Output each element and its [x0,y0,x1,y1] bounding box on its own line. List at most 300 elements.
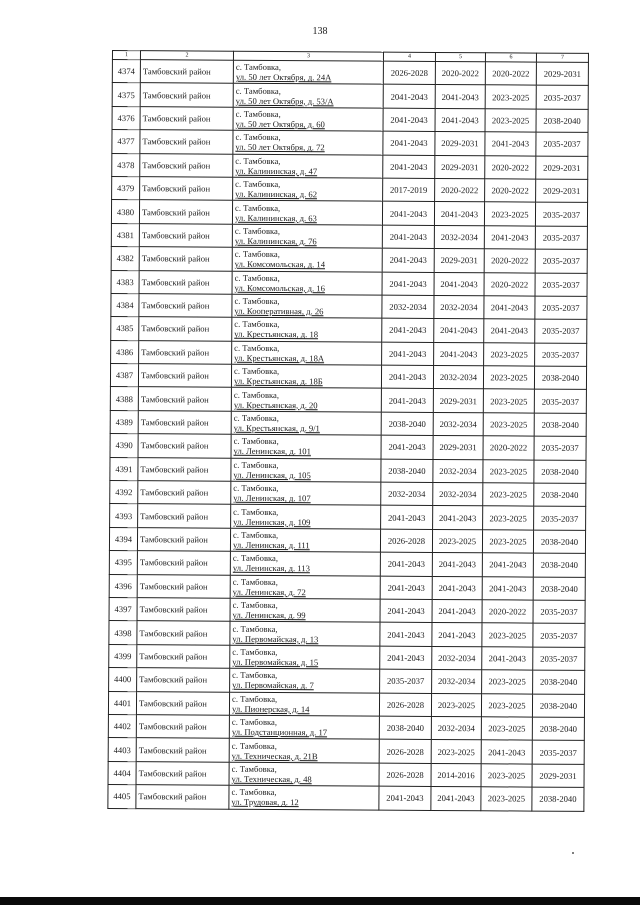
address-locality: с. Тамбовка, [235,202,281,213]
table-row [112,60,588,86]
row-number-cell: 4381 [111,223,139,247]
period-cell-col4: 2041-2043 [382,272,434,296]
table-row [109,551,585,577]
period-cell-col5: 2041-2043 [432,576,482,600]
address-locality: с. Тамбовка, [235,132,281,143]
address-street: ул. Трудовая, д. 12 [231,797,299,808]
period-cell-col6: 2020-2022 [485,155,536,179]
period-cell-col6: 2020-2022 [485,179,536,203]
address-cell [233,177,383,201]
table-row [109,574,585,600]
address-cell [231,481,381,505]
period-cell-col6: 2041-2043 [482,647,533,671]
period-cell-col6: 2041-2043 [482,553,533,577]
period-cell-col5: 2032-2034 [433,459,483,483]
period-cell-col4: 2041-2043 [382,248,434,272]
address-cell [230,645,380,669]
period-cell-col7: 2038-2040 [533,670,585,694]
row-number-cell: 4401 [108,691,136,715]
district-cell: Тамбовский район [136,715,229,739]
period-cell-col7: 2035-2037 [535,273,587,297]
row-number-cell: 4399 [109,644,137,668]
district-cell: Тамбовский район [137,621,230,645]
address-locality: с. Тамбовка, [231,716,278,728]
period-cell-col6: 2020-2022 [483,436,534,460]
row-number-cell: 4397 [109,597,137,621]
address-street: ул. Крестьянская, д. 18 [234,329,319,340]
table-row [108,714,584,740]
row-number-cell: 4395 [109,551,137,575]
district-cell: Тамбовский район [138,481,231,505]
address-locality: с. Тамбовка, [232,623,278,634]
period-cell-col7: 2038-2040 [533,553,585,577]
table-row [111,247,587,273]
address-cell [230,668,380,692]
column-header: 2 [140,51,233,61]
district-cell: Тамбовский район [139,247,232,271]
table-row [109,527,585,553]
address-cell [230,598,380,622]
district-cell: Тамбовский район [136,785,229,809]
table-row [108,761,584,787]
table-row [108,785,584,811]
address-cell [230,622,380,646]
housing-register-table [107,50,589,811]
table-row [109,668,585,694]
scan-speck [572,852,574,854]
address-cell [232,341,382,365]
address-cell [232,294,382,318]
period-cell-col6: 2041-2043 [481,740,532,764]
period-cell-col7: 2035-2037 [535,226,587,250]
table-row [112,106,588,132]
period-cell-col6: 2023-2025 [481,717,532,741]
address-locality: с. Тамбовка, [235,61,282,73]
period-cell-col4: 2041-2043 [380,646,432,670]
address-street: ул. Калининская, д. 62 [235,188,318,200]
period-cell-col7: 2038-2040 [534,460,586,484]
address-cell [232,247,382,271]
period-cell-col6: 2023-2025 [481,763,532,787]
address-cell [230,575,380,599]
address-street: ул. Калининская, д. 63 [234,212,317,223]
address-street: ул. Подстанционная, д. 17 [231,726,328,738]
table-row [109,644,585,670]
period-cell-col6: 2023-2025 [484,202,535,226]
period-cell-col4: 2041-2043 [380,599,432,623]
address-cell [232,318,382,342]
period-cell-col5: 2020-2022 [435,178,485,202]
address-street: ул. Ленинская, д. 113 [232,563,310,574]
period-cell-col4: 2041-2043 [383,108,435,132]
period-cell-col4: 2041-2043 [383,131,435,155]
address-locality: с. Тамбовка, [233,506,279,517]
address-locality: с. Тамбовка, [233,412,279,424]
period-cell-col6: 2023-2025 [481,787,532,811]
district-cell: Тамбовский район [139,270,232,294]
district-cell: Тамбовский район [137,644,230,668]
row-number-cell: 4374 [112,60,140,84]
period-cell-col4: 2041-2043 [383,155,435,179]
row-number-cell: 4378 [112,153,140,177]
address-cell [232,224,382,248]
address-locality: с. Тамбовка, [232,693,278,704]
period-cell-col5: 2032-2034 [432,670,482,694]
period-cell-col4: 2041-2043 [381,506,433,530]
period-cell-col6: 2020-2022 [484,249,535,273]
period-cell-col7: 2029-2031 [536,62,588,86]
table-row [110,387,586,413]
address-cell [231,411,381,435]
district-cell: Тамбовский район [137,598,230,622]
row-number-cell: 4391 [110,457,138,481]
address-cell [232,271,382,295]
period-cell-col7: 2029-2031 [536,156,588,180]
district-cell: Тамбовский район [138,387,231,411]
district-cell: Тамбовский район [140,106,233,130]
period-cell-col7: 2038-2040 [534,413,586,437]
address-cell [231,364,381,388]
table-row [109,597,585,623]
address-street: ул. Крестьянская, д. 18А [234,352,325,364]
address-street: ул. Ленинская, д. 105 [233,469,311,481]
address-street: ул. Крестьянская, д. 18Б [233,376,323,387]
address-cell [229,762,379,786]
period-cell-col4: 2026-2028 [379,763,431,787]
period-cell-col6: 2020-2022 [485,62,536,86]
table-row [110,410,586,436]
district-cell: Тамбовский район [136,738,229,762]
period-cell-col7: 2035-2037 [535,202,587,226]
period-cell-col4: 2017-2019 [383,178,435,202]
address-locality: с. Тамбовка, [234,225,281,236]
address-street: ул. Калининская, д. 47 [235,165,318,177]
table-row [112,130,588,156]
period-cell-col4: 2041-2043 [380,576,432,600]
row-number-cell: 4387 [110,364,138,388]
table-row [110,481,586,507]
period-cell-col5: 2032-2034 [433,412,483,436]
period-cell-col6: 2023-2025 [484,342,535,366]
address-locality: с. Тамбовка, [233,529,279,541]
period-cell-col7: 2029-2031 [532,764,584,788]
district-cell: Тамбовский район [139,317,232,341]
period-cell-col4: 2026-2028 [379,739,431,763]
period-cell-col5: 2041-2043 [435,85,485,109]
row-number-cell: 4380 [111,200,139,224]
period-cell-col5: 2023-2025 [432,529,482,553]
row-number-cell: 4375 [112,83,140,107]
address-street: ул. Первомайская, д. 15 [232,656,319,668]
period-cell-col7: 2035-2037 [535,296,587,320]
period-cell-col5: 2029-2031 [435,155,485,179]
table-row [111,200,587,226]
address-cell [233,154,383,178]
period-cell-col6: 2023-2025 [483,459,534,483]
period-cell-col4: 2032-2034 [382,295,434,319]
period-cell-col4: 2041-2043 [382,201,434,225]
column-header: 1 [112,51,140,60]
district-cell: Тамбовский район [140,153,233,177]
period-cell-col6: 2041-2043 [484,319,535,343]
period-cell-col7: 2035-2037 [536,132,588,156]
address-locality: с. Тамбовка, [234,319,280,330]
period-cell-col7: 2035-2037 [535,343,587,367]
address-cell [229,692,379,716]
address-street: ул. Первомайская, д. 13 [232,633,319,644]
district-cell: Тамбовский район [140,177,233,201]
column-header: 7 [536,53,588,62]
column-header: 5 [435,52,485,61]
address-street: ул. Ленинская, д. 107 [233,492,311,504]
period-cell-col6: 2023-2025 [482,670,533,694]
address-cell [230,551,380,575]
period-cell-col5: 2041-2043 [435,108,485,132]
period-cell-col4: 2041-2043 [382,318,434,342]
row-number-cell: 4393 [110,504,138,528]
row-number-cell: 4390 [110,434,138,458]
period-cell-col6: 2041-2043 [482,576,533,600]
period-cell-col7: 2038-2040 [534,483,586,507]
period-cell-col7: 2029-2031 [536,179,588,203]
address-street: ул. Ленинская, д. 99 [232,609,306,621]
district-cell: Тамбовский район [137,668,230,692]
row-number-cell: 4386 [111,340,139,364]
district-cell: Тамбовский район [136,761,229,785]
address-locality: с. Тамбовка, [232,553,279,564]
period-cell-col5: 2029-2031 [435,132,485,156]
period-cell-col7: 2038-2040 [534,366,586,390]
table-row [112,83,588,109]
address-street: ул. Ленинская, д. 109 [233,516,311,527]
period-cell-col4: 2038-2040 [381,459,433,483]
row-number-cell: 4394 [109,527,137,551]
period-cell-col5: 2023-2025 [431,693,481,717]
period-cell-col5: 2032-2034 [432,646,482,670]
address-locality: с. Тамбовка, [231,740,277,751]
address-cell [232,201,382,225]
address-street: ул. 50 лет Октября, д. 24А [235,71,332,83]
period-cell-col4: 2038-2040 [381,412,433,436]
address-street: ул. Ленинская, д. 101 [233,446,311,457]
period-cell-col6: 2023-2025 [483,389,534,413]
address-street: ул. Первомайская, д. 7 [232,680,314,691]
row-number-cell: 4392 [110,481,138,505]
period-cell-col6: 2041-2043 [484,226,535,250]
period-cell-col7: 2035-2037 [534,507,586,531]
scan-edge-bar [0,897,640,905]
period-cell-col5: 2041-2043 [431,787,481,811]
period-cell-col4: 2026-2028 [379,693,431,717]
address-locality: с. Тамбовка, [235,155,281,166]
period-cell-col7: 2035-2037 [534,436,586,460]
address-street: ул. Ленинская, д. 72 [232,586,306,597]
table-body [108,60,589,811]
address-cell [231,458,381,482]
district-cell: Тамбовский район [139,200,232,224]
address-cell [231,434,381,458]
district-cell: Тамбовский район [139,223,232,247]
address-locality: с. Тамбовка, [234,272,280,283]
table-row [111,223,587,249]
period-cell-col6: 2023-2025 [483,366,534,390]
district-cell: Тамбовский район [137,574,230,598]
row-number-cell: 4385 [111,317,139,341]
address-locality: с. Тамбовка, [234,249,280,260]
row-number-cell: 4404 [108,761,136,785]
table-row [110,457,586,483]
district-cell: Тамбовский район [139,294,232,318]
period-cell-col5: 2032-2034 [431,716,481,740]
table-row [111,340,587,366]
row-number-cell: 4382 [111,247,139,271]
period-cell-col6: 2041-2043 [484,296,535,320]
period-cell-col5: 2032-2034 [434,295,484,319]
address-cell [233,107,383,131]
period-cell-col6: 2020-2022 [482,600,533,624]
district-cell: Тамбовский район [138,434,231,458]
column-header: 3 [233,51,383,61]
page-number: 138 [312,26,328,37]
period-cell-col7: 2038-2040 [532,717,584,741]
period-cell-col4: 2026-2028 [383,61,435,85]
address-locality: с. Тамбовка, [232,646,278,657]
address-street: ул. Крестьянская, д. 20 [233,399,318,410]
address-cell [229,785,379,809]
address-cell [231,388,381,412]
table-row [111,293,587,319]
period-cell-col6: 2023-2025 [483,506,534,530]
address-locality: с. Тамбовка, [234,295,280,307]
row-number-cell: 4400 [109,668,137,692]
district-cell: Тамбовский район [140,130,233,154]
address-locality: с. Тамбовка, [233,436,279,447]
period-cell-col5: 2029-2031 [433,389,483,413]
address-street: ул. Калининская, д. 76 [234,235,317,247]
row-number-cell: 4405 [108,785,136,809]
address-cell [233,84,383,108]
row-number-cell: 4398 [109,621,137,645]
period-cell-col4: 2041-2043 [383,85,435,109]
period-cell-col4: 2041-2043 [382,225,434,249]
table-row [109,621,585,647]
address-street: ул. Комсомольская, д. 14 [234,259,326,270]
period-cell-col5: 2032-2034 [433,482,483,506]
period-cell-col5: 2020-2022 [435,61,485,85]
row-number-cell: 4388 [110,387,138,411]
period-cell-col5: 2041-2043 [432,553,482,577]
period-cell-col6: 2020-2022 [484,272,535,296]
address-street: ул. Ленинская, д. 111 [232,539,310,551]
period-cell-col6: 2023-2025 [482,623,533,647]
period-cell-col6: 2023-2025 [485,85,536,109]
district-cell: Тамбовский район [138,411,231,435]
district-cell: Тамбовский район [138,457,231,481]
period-cell-col7: 2038-2040 [536,109,588,133]
period-cell-col4: 2041-2043 [381,435,433,459]
address-street: ул. Кооперативная, д. 26 [234,305,324,317]
district-cell: Тамбовский район [140,60,233,84]
table-row [108,738,584,764]
period-cell-col4: 2041-2043 [380,552,432,576]
period-cell-col5: 2014-2016 [431,763,481,787]
address-cell [233,60,383,84]
period-cell-col7: 2035-2037 [535,319,587,343]
period-cell-col7: 2038-2040 [532,694,584,718]
address-street: ул. Комсомольская, д. 16 [234,282,325,294]
address-locality: с. Тамбовка, [233,459,279,470]
period-cell-col6: 2041-2043 [485,132,536,156]
period-cell-col7: 2035-2037 [533,623,585,647]
table-row [110,434,586,460]
address-locality: с. Тамбовка, [235,85,281,96]
address-street: ул. Техническая, д. 48 [231,773,312,785]
address-cell [230,528,380,552]
period-cell-col6: 2023-2025 [485,109,536,133]
period-cell-col6: 2023-2025 [483,413,534,437]
period-cell-col5: 2041-2043 [432,623,482,647]
row-number-cell: 4403 [108,738,136,762]
period-cell-col4: 2041-2043 [381,365,433,389]
row-number-cell: 4389 [110,410,138,434]
row-number-cell: 4376 [112,106,140,130]
period-cell-col7: 2035-2037 [534,390,586,414]
district-cell: Тамбовский район [138,364,231,388]
period-cell-col6: 2023-2025 [481,693,532,717]
address-street: ул. 50 лет Октября, д. 53/А [235,95,334,106]
address-cell [229,739,379,763]
period-cell-col4: 2038-2040 [379,716,431,740]
address-locality: с. Тамбовка, [232,670,278,681]
district-cell: Тамбовский район [136,691,229,715]
row-number-cell: 4377 [112,130,140,154]
period-cell-col7: 2035-2037 [532,740,584,764]
row-number-cell: 4402 [108,714,136,738]
period-cell-col6: 2023-2025 [482,530,533,554]
address-locality: с. Тамбовка, [235,108,281,120]
table-row [112,176,588,202]
period-cell-col5: 2032-2034 [434,225,484,249]
address-locality: с. Тамбовка, [232,599,278,611]
address-locality: с. Тамбовка, [234,366,280,377]
district-cell: Тамбовский район [139,340,232,364]
period-cell-col5: 2041-2043 [433,506,483,530]
district-cell: Тамбовский район [137,551,230,575]
period-cell-col4: 2041-2043 [379,786,431,810]
period-cell-col7: 2038-2040 [532,787,584,811]
district-cell: Тамбовский район [137,527,230,551]
table-row [110,504,586,530]
table-row [111,270,587,296]
period-cell-col5: 2041-2043 [432,599,482,623]
period-cell-col7: 2035-2037 [536,85,588,109]
period-cell-col7: 2035-2037 [533,647,585,671]
period-cell-col4: 2041-2043 [381,389,433,413]
address-locality: с. Тамбовка, [233,389,280,400]
period-cell-col4: 2041-2043 [382,342,434,366]
period-cell-col6: 2023-2025 [483,483,534,507]
address-cell [229,715,379,739]
period-cell-col4: 2041-2043 [380,623,432,647]
address-street: ул. Пионерская, д. 14 [231,703,310,714]
address-street: ул. Техническая, д. 21В [231,750,318,761]
address-street: ул. Крестьянская, д. 9/1 [233,422,320,434]
address-locality: с. Тамбовка, [233,482,279,494]
column-header: 4 [383,52,435,61]
period-cell-col4: 2035-2037 [380,669,432,693]
period-cell-col5: 2023-2025 [431,740,481,764]
period-cell-col7: 2038-2040 [533,577,585,601]
